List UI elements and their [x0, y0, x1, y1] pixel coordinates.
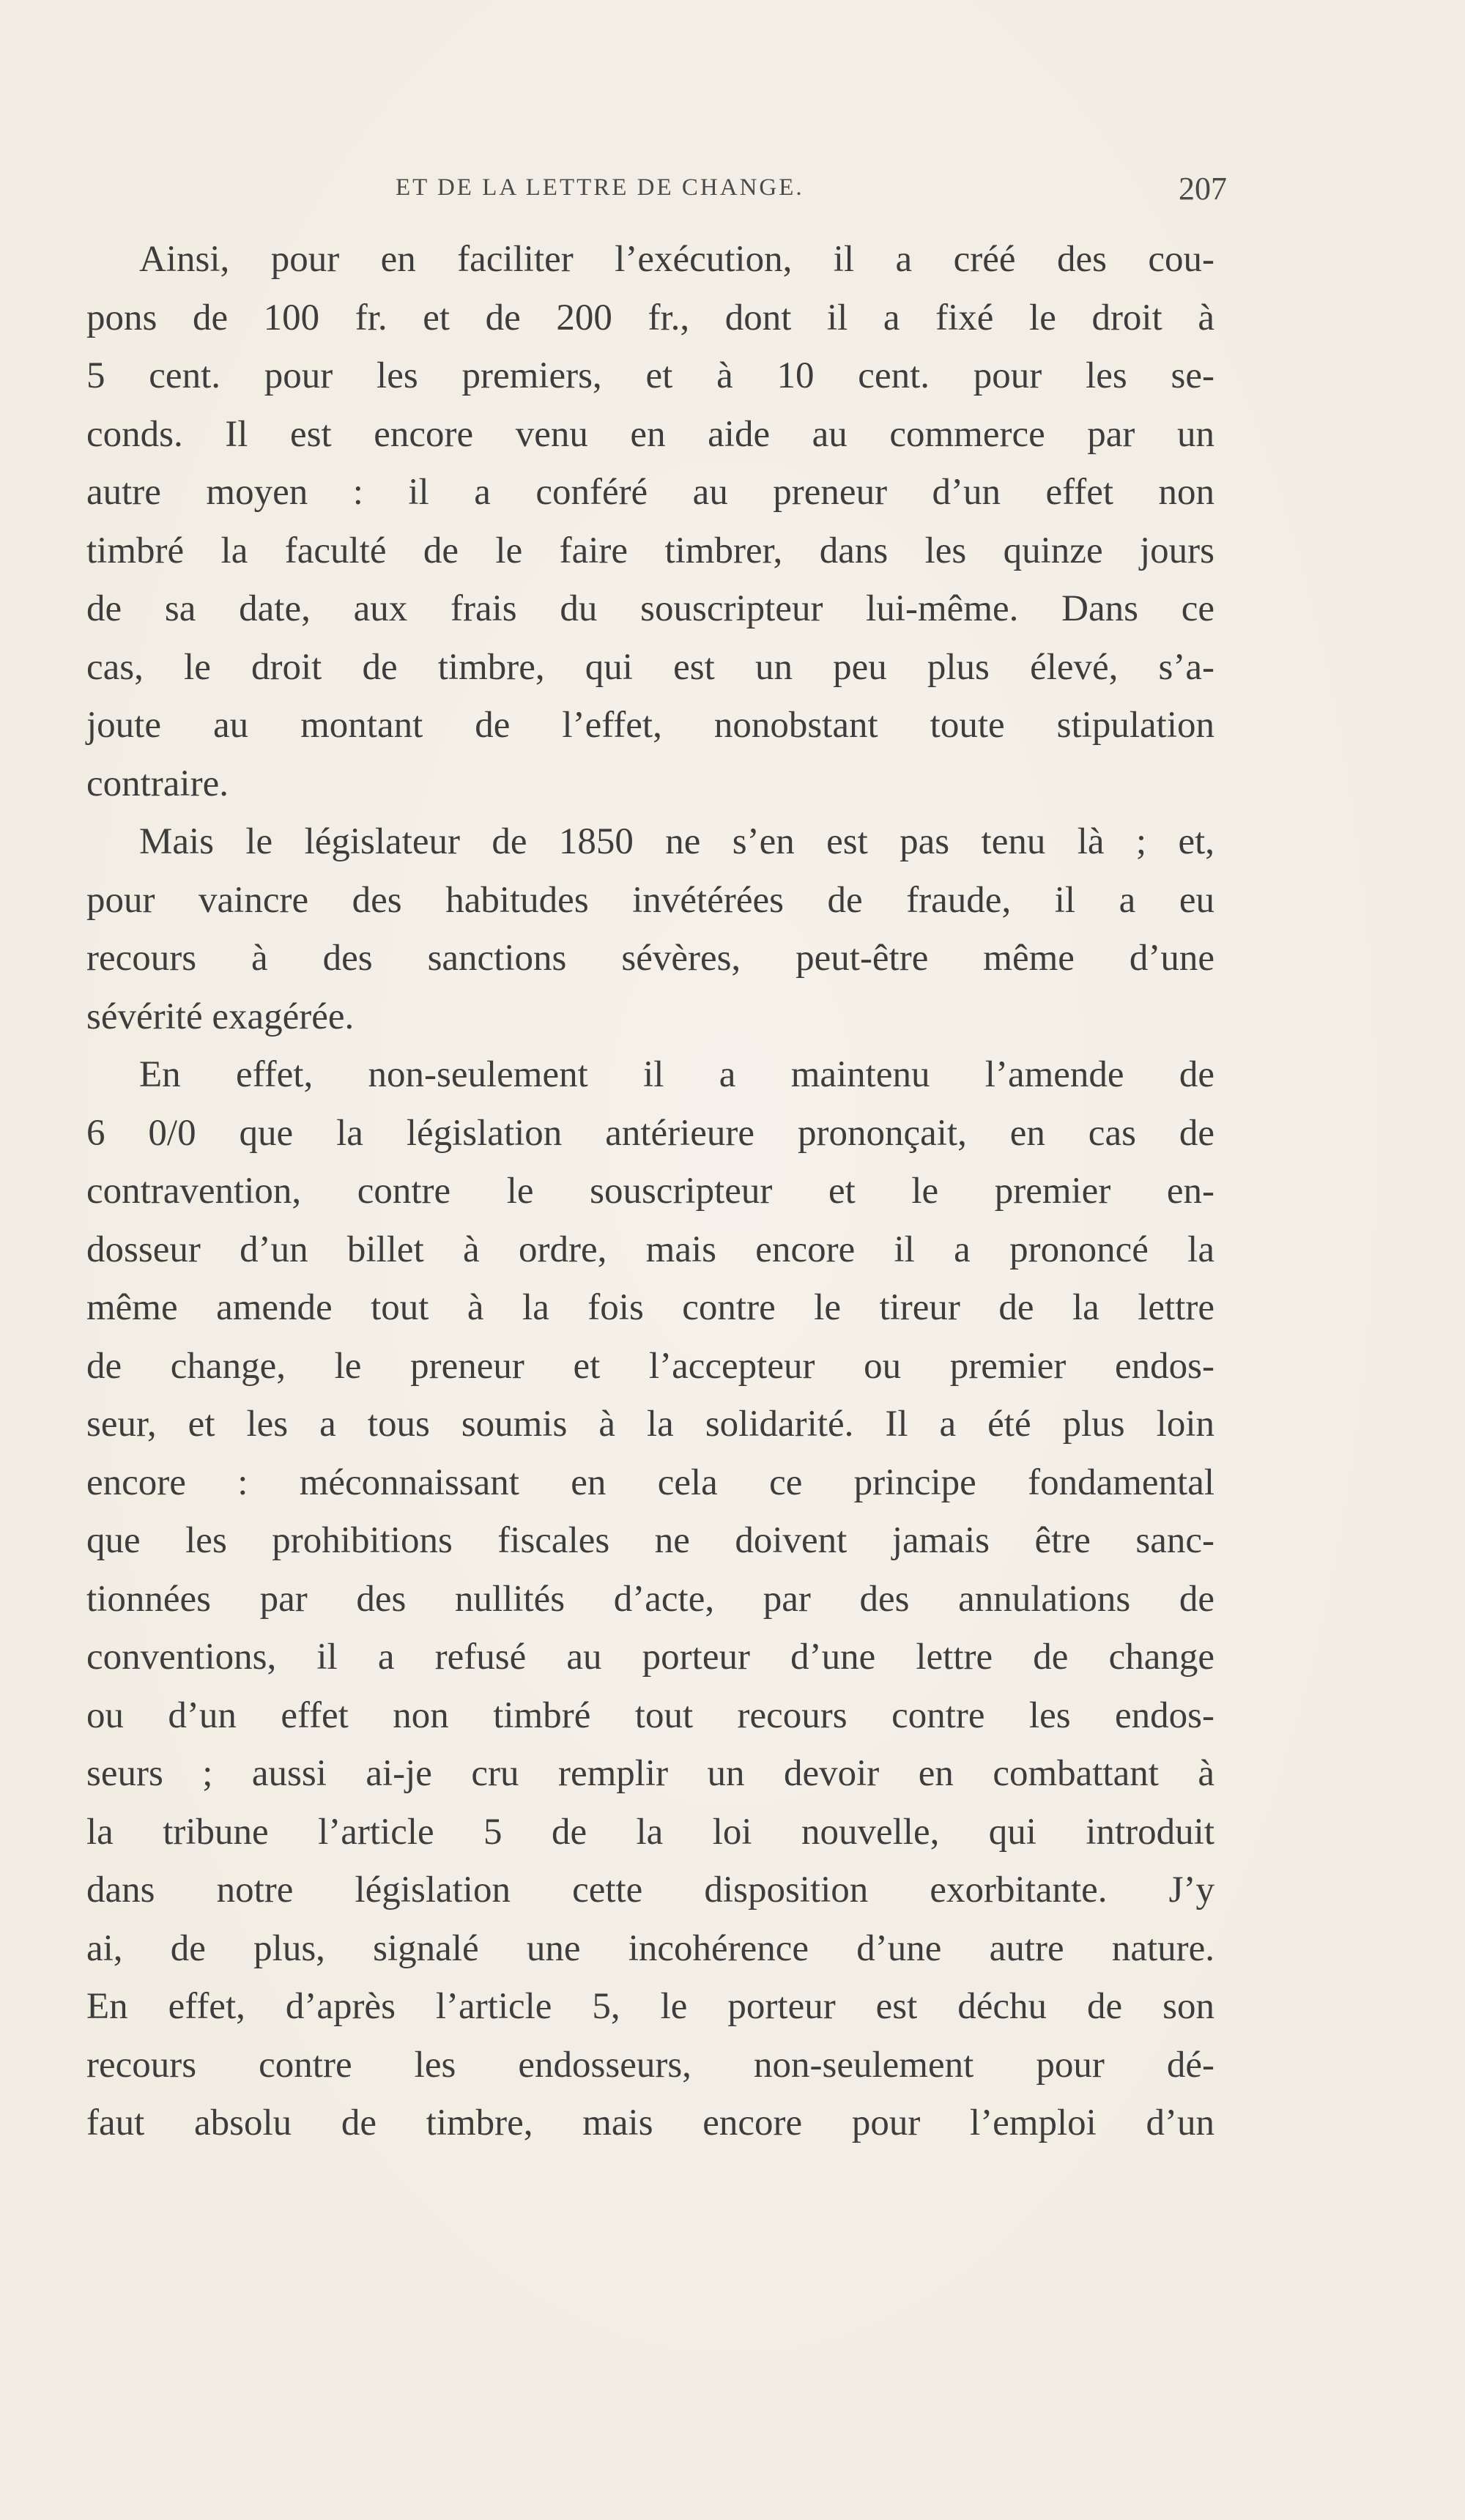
text-line: de change, le preneur et l’accepteur ou premier endos- [86, 1345, 1214, 1387]
text-line: 5 cent. pour les premiers, et à 10 cent. pour les se- [86, 355, 1214, 396]
text-line: seur, et les a tous soumis à la solidarité. Il a été plus loin [86, 1404, 1214, 1445]
page-header [396, 171, 1227, 218]
text-line: de sa date, aux frais du souscripteur lui-même. Dans ce [86, 588, 1214, 629]
text-line: 6 0/0 que la législation antérieure prononçait, en cas de [86, 1112, 1214, 1154]
text-line: pour vaincre des habitudes invétérées de fraude, il a eu [86, 879, 1214, 921]
text-line: sévérité exagérée. [86, 996, 355, 1037]
text-line: En effet, d’après l’article 5, le porteur est déchu de son [86, 1986, 1214, 2027]
text-line: encore : méconnaissant en cela ce principe fondamental [86, 1461, 1214, 1503]
text-line: seurs ; aussi ai-je cru remplir un devoir en combattant à [86, 1753, 1214, 1794]
text-line: recours à des sanctions sévères, peut-être même d’une [86, 938, 1214, 979]
text-line: contraire. [86, 763, 229, 804]
running-title: ET DE LA LETTRE DE CHANGE. [396, 174, 804, 201]
text-line: faut absolu de timbre, mais encore pour l’emploi d’un [86, 2102, 1214, 2143]
text-line: autre moyen : il a conféré au preneur d’un effet non [86, 472, 1214, 513]
text-line: conds. Il est encore venu en aide au commerce par un [86, 413, 1214, 455]
text-line: En effet, non-seulement il a maintenu l’amende de [139, 1054, 1214, 1095]
text-line: recours contre les endosseurs, non-seulement pour dé- [86, 2044, 1214, 2086]
text-line: dosseur d’un billet à ordre, mais encore il a prononcé la [86, 1228, 1214, 1270]
text-line: que les prohibitions fiscales ne doivent jamais être sanc- [86, 1520, 1214, 1561]
text-line: dans notre législation cette disposition exorbitante. J’y [86, 1869, 1214, 1911]
text-line: Ainsi, pour en faciliter l’exécution, il a créé des cou- [139, 239, 1214, 280]
text-line: ai, de plus, signalé une incohérence d’une autre nature. [86, 1927, 1214, 1969]
body-text [86, 231, 1214, 2153]
text-line: contravention, contre le souscripteur et le premier en- [86, 1171, 1214, 1212]
text-line: conventions, il a refusé au porteur d’une lettre de change [86, 1637, 1214, 1678]
text-line: Mais le législateur de 1850 ne s’en est pas tenu là ; et, [139, 821, 1214, 862]
text-line: tionnées par des nullités d’acte, par des annulations de [86, 1578, 1214, 1620]
text-line: joute au montant de l’effet, nonobstant toute stipulation [86, 705, 1214, 746]
text-line: ou d’un effet non timbré tout recours contre les endos- [86, 1694, 1214, 1736]
text-line: pons de 100 fr. et de 200 fr., dont il a fixé le droit à [86, 297, 1214, 338]
text-line: cas, le droit de timbre, qui est un peu plus élevé, s’a- [86, 646, 1214, 688]
text-line: la tribune l’article 5 de la loi nouvelle, qui introduit [86, 1811, 1214, 1853]
text-line: timbré la faculté de le faire timbrer, dans les quinze jours [86, 530, 1214, 571]
page-number: 207 [1179, 171, 1227, 207]
text-line: même amende tout à la fois contre le tireur de la lettre [86, 1287, 1214, 1328]
